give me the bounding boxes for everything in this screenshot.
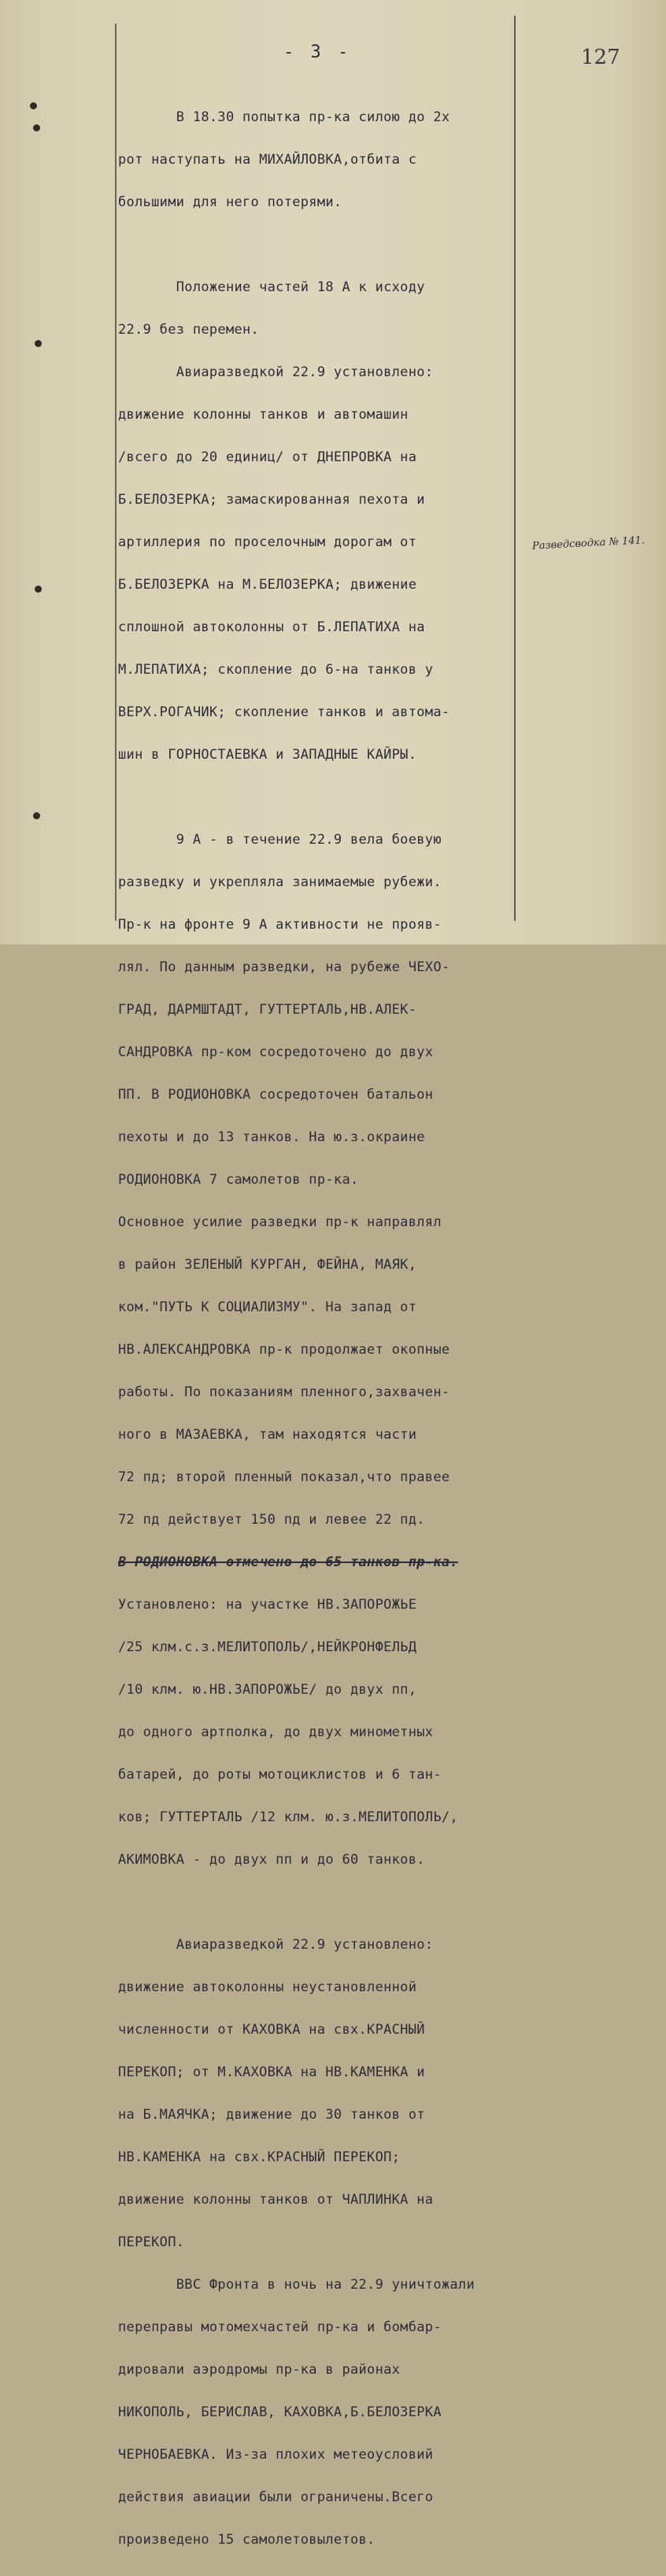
text-line: ПП. В РОДИОНОВКА сосредоточен батальон bbox=[118, 1087, 434, 1103]
text-line: действия авиации были ограничены.Всего bbox=[118, 2489, 434, 2505]
text-line: до одного артполка, до двух минометных bbox=[118, 1724, 434, 1740]
text-line: ЧЕРНОБАЕВКА. Из-за плохих метеоусловий bbox=[118, 2447, 434, 2463]
text-line: в район ЗЕЛЕНЫЙ КУРГАН, ФЕЙНА, МАЯК, bbox=[118, 1257, 417, 1273]
text-line: /10 клм. ю.НВ.ЗАПОРОЖЬЕ/ до двух пп, bbox=[118, 1682, 417, 1698]
binding-hole bbox=[33, 124, 40, 131]
text-line: движение колонны танков и автомашин bbox=[118, 407, 409, 423]
text-line: батарей, до роты мотоциклистов и 6 тан- bbox=[118, 1767, 442, 1783]
text-line-army-heading: 9 А - в течение 22.9 вела боевую bbox=[118, 832, 442, 848]
text-line: ков; ГУТТЕРТАЛЬ /12 клм. ю.з.МЕЛИТОПОЛЬ/, bbox=[118, 1809, 458, 1825]
text-line: М.ЛЕПАТИХА; скопление до 6-на танков у bbox=[118, 662, 434, 678]
text-line: В 18.30 попытка пр-ка силою до 2х bbox=[118, 109, 450, 125]
text-line bbox=[118, 790, 527, 804]
text-line: Установлено: на участке НВ.ЗАПОРОЖЬЕ bbox=[118, 1597, 417, 1613]
page-number: - 3 - bbox=[283, 43, 352, 62]
text-line: ПЕРЕКОП; от М.КАХОВКА на НВ.КАМЕНКА и bbox=[118, 2064, 425, 2080]
binding-hole bbox=[33, 812, 40, 819]
text-line: Авиаразведкой 22.9 установлено: bbox=[118, 1937, 434, 1953]
text-line: РОДИОНОВКА 7 самолетов пр-ка. bbox=[118, 1172, 359, 1188]
text-line: НВ.КАМЕНКА на свх.КРАСНЫЙ ПЕРЕКОП; bbox=[118, 2149, 401, 2165]
text-line: Авиаразведкой 22.9 установлено: bbox=[118, 364, 434, 380]
text-line: ком."ПУТЬ К СОЦИАЛИЗМУ". На запад от bbox=[118, 1299, 417, 1315]
text-line: 72 пд действует 150 пд и левее 22 пд. bbox=[118, 1512, 425, 1528]
text-line: ГРАД, ДАРМШТАДТ, ГУТТЕРТАЛЬ,НВ.АЛЕК- bbox=[118, 1002, 417, 1018]
text-line bbox=[118, 1895, 527, 1909]
text-line: 22.9 без перемен. bbox=[118, 322, 260, 338]
text-line: НВ.АЛЕКСАНДРОВКА пр-к продолжает окопные bbox=[118, 1342, 450, 1358]
text-line: ПЕРЕКОП. bbox=[118, 2234, 185, 2250]
text-line: большими для него потерями. bbox=[118, 194, 342, 210]
report-body bbox=[118, 82, 527, 2575]
text-line: 72 пд; второй пленный показал,что правее bbox=[118, 1469, 450, 1485]
text-line: рот наступать на МИХАЙЛОВКА,отбита с bbox=[118, 152, 417, 168]
binding-hole bbox=[35, 340, 42, 347]
text-line: лял. По данным разведки, на рубеже ЧЕХО- bbox=[118, 959, 450, 975]
text-line bbox=[118, 238, 527, 252]
text-line: /25 клм.с.з.МЕЛИТОПОЛЬ/,НЕЙКРОНФЕЛЬД bbox=[118, 1639, 417, 1655]
text-line: САНДРОВКА пр-ком сосредоточено до двух bbox=[118, 1044, 434, 1060]
text-line: движение автоколонны неустановленной bbox=[118, 1979, 417, 1995]
binding-hole bbox=[30, 102, 37, 109]
text-line: НИКОПОЛЬ, БЕРИСЛАВ, КАХОВКА,Б.БЕЛОЗЕРКА bbox=[118, 2404, 442, 2420]
text-line: АКИМОВКА - до двух пп и до 60 танков. bbox=[118, 1852, 425, 1868]
text-line: ВВС Фронта в ночь на 22.9 уничтожали bbox=[118, 2277, 475, 2293]
text-line: Положение частей 18 А к исходу bbox=[118, 279, 425, 295]
text-line: /всего до 20 единиц/ от ДНЕПРОВКА на bbox=[118, 449, 417, 465]
text-line: Б.БЕЛОЗЕРКА на М.БЕЛОЗЕРКА; движение bbox=[118, 577, 417, 593]
text-line: Основное усилие разведки пр-к направлял bbox=[118, 1214, 442, 1230]
text-line: пехоты и до 13 танков. На ю.з.окраине bbox=[118, 1129, 425, 1145]
text-line: Б.БЕЛОЗЕРКА; замаскированная пехота и bbox=[118, 492, 425, 508]
text-line: работы. По показаниям пленного,захвачен- bbox=[118, 1384, 450, 1400]
archive-folio-number: 127 bbox=[581, 46, 620, 69]
text-line: численности от КАХОВКА на свх.КРАСНЫЙ bbox=[118, 2022, 425, 2038]
text-line: разведку и укрепляла занимаемые рубежи. bbox=[118, 874, 442, 890]
text-line: ного в МАЗАЕВКА, там находятся части bbox=[118, 1427, 417, 1443]
text-line: Пр-к на фронте 9 А активности не прояв- bbox=[118, 917, 442, 933]
text-line: шин в ГОРНОСТАЕВКА и ЗАПАДНЫЕ КАЙРЫ. bbox=[118, 747, 417, 763]
text-line: артиллерия по проселочным дорогам от bbox=[118, 534, 417, 550]
text-line: переправы мотомехчастей пр-ка и бомбар- bbox=[118, 2319, 442, 2335]
text-line: сплошной автоколонны от Б.ЛЕПАТИХА на bbox=[118, 619, 425, 635]
left-margin-line bbox=[115, 24, 117, 921]
text-line: движение колонны танков от ЧАПЛИНКА на bbox=[118, 2192, 434, 2208]
text-line: на Б.МАЯЧКА; движение до 30 танков от bbox=[118, 2107, 425, 2123]
text-line: произведено 15 самолетовылетов. bbox=[118, 2532, 376, 2548]
text-line: дировали аэродромы пр-ка в районах bbox=[118, 2362, 401, 2378]
handwritten-margin-note: Разведсводка № 141. bbox=[531, 534, 646, 553]
struck-out-line: В РОДИОНОВКА отмечено до 65 танков пр-ка. bbox=[118, 1554, 458, 1570]
binding-hole bbox=[35, 586, 42, 593]
text-line: ВЕРХ.РОГАЧИК; скопление танков и автома- bbox=[118, 704, 450, 720]
